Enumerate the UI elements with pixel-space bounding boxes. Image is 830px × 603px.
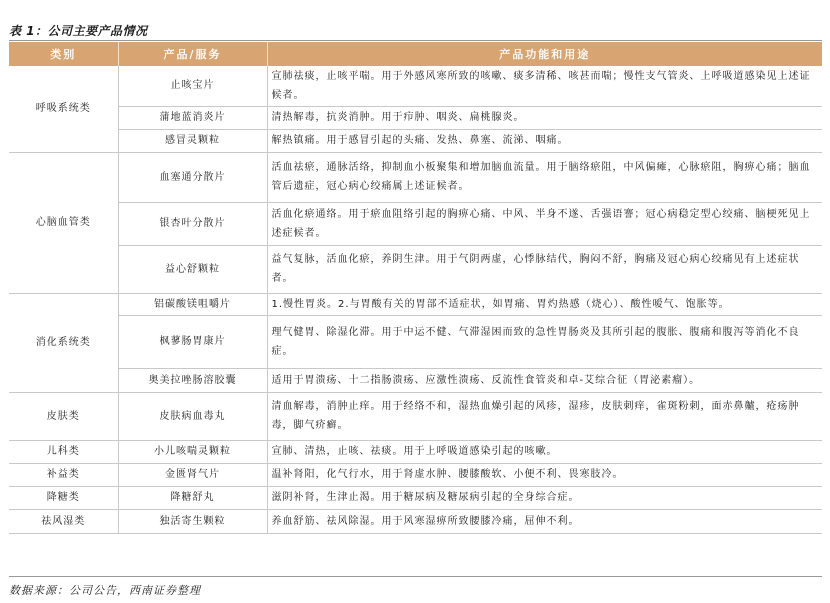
use-cell: 宣肺祛痰，止咳平喘。用于外感风寒所致的咳嗽、痰多清稀、咳甚而喘；慢性支气管炎、上呼吸道感染见上述证候者。	[267, 66, 822, 106]
product-cell: 止咳宝片	[118, 66, 267, 106]
table-row	[9, 463, 822, 486]
use-cell: 益气复脉，活血化瘀，养阴生津。用于气阴两虚，心悸脉结代，胸闷不舒，胸痛及冠心病心绞痛见有上述症状者。	[267, 245, 822, 293]
title-rule	[9, 40, 822, 41]
header-use: 产品功能和用途	[267, 42, 822, 66]
table-row	[9, 106, 822, 129]
product-cell: 银杏叶分散片	[118, 202, 267, 245]
product-cell: 皮肤病血毒丸	[118, 392, 267, 440]
category-cell: 心脑血管类	[9, 152, 118, 293]
use-cell: 活血化瘀通络。用于瘀血阻络引起的胸痹心痛、中风、半身不遂、舌强语謇；冠心病稳定型心绞痛、脑梗死见上述症候者。	[267, 202, 822, 245]
product-table	[9, 42, 822, 534]
product-cell: 感冒灵颗粒	[118, 129, 267, 152]
bottom-rule	[9, 576, 822, 577]
table-row	[9, 66, 822, 106]
category-cell: 降糖类	[9, 486, 118, 509]
table-row	[9, 486, 822, 509]
product-cell: 血塞通分散片	[118, 152, 267, 202]
category-cell: 呼吸系统类	[9, 66, 118, 152]
product-cell: 枫蓼肠胃康片	[118, 315, 267, 368]
use-cell: 滋阴补肾，生津止渴。用于糖尿病及糖尿病引起的全身综合症。	[267, 486, 822, 509]
use-cell: 清血解毒，消肿止痒。用于经络不和，湿热血燥引起的风疹，湿疹，皮肤刺痒，雀斑粉刺，面赤鼻齇，疮疡肿毒，脚气疥癣。	[267, 392, 822, 440]
table-row	[9, 392, 822, 440]
table-row	[9, 368, 822, 392]
category-cell: 皮肤类	[9, 392, 118, 440]
table-row	[9, 440, 822, 463]
table-row	[9, 129, 822, 152]
use-cell: 养血舒筋、祛风除湿。用于风寒湿痹所致腰膝冷痛，屈伸不利。	[267, 509, 822, 533]
product-cell: 金匮肾气片	[118, 463, 267, 486]
category-cell: 儿科类	[9, 440, 118, 463]
table-row	[9, 202, 822, 245]
table-row	[9, 293, 822, 315]
table-title: 表 1：公司主要产品情况	[9, 24, 148, 38]
category-cell: 补益类	[9, 463, 118, 486]
header-product: 产品/服务	[118, 42, 267, 66]
header-category: 类别	[9, 42, 118, 66]
use-cell: 解热镇痛。用于感冒引起的头痛、发热、鼻塞、流涕、咽痛。	[267, 129, 822, 152]
source-note: 数据来源：公司公告，西南证券整理	[9, 584, 201, 597]
product-cell: 降糖舒丸	[118, 486, 267, 509]
table-row	[9, 315, 822, 368]
product-cell: 小儿咳喘灵颗粒	[118, 440, 267, 463]
use-cell: 宣肺、清热，止咳、祛痰。用于上呼吸道感染引起的咳嗽。	[267, 440, 822, 463]
category-cell: 消化系统类	[9, 293, 118, 392]
table-row	[9, 509, 822, 533]
use-cell: 温补肾阳，化气行水，用于肾虚水肿、腰膝酸软、小便不利、畏寒肢冷。	[267, 463, 822, 486]
product-cell: 奥美拉唑肠溶胶囊	[118, 368, 267, 392]
use-cell: 清热解毒，抗炎消肿。用于疖肿、咽炎、扁桃腺炎。	[267, 106, 822, 129]
table-row	[9, 152, 822, 202]
table-row	[9, 245, 822, 293]
use-cell: 1.慢性胃炎。2.与胃酸有关的胃部不适症状，如胃痛、胃灼热感（烧心）、酸性嗳气、饱胀等。	[267, 293, 822, 315]
product-cell: 益心舒颗粒	[118, 245, 267, 293]
table-header-row	[9, 42, 822, 66]
use-cell: 适用于胃溃疡、十二指肠溃疡、应激性溃疡、反流性食管炎和卓-艾综合征（胃泌素瘤）。	[267, 368, 822, 392]
use-cell: 理气健胃、除湿化滞。用于中运不健、气滞湿困而致的急性胃肠炎及其所引起的腹胀、腹痛和腹泻等消化不良症。	[267, 315, 822, 368]
use-cell: 活血祛瘀，通脉活络，抑制血小板聚集和增加脑血流量。用于脑络瘀阻，中风偏瘫，心脉瘀阻，胸痹心痛；脑血管后遗症，冠心病心绞痛属上述证候者。	[267, 152, 822, 202]
category-cell: 祛风湿类	[9, 509, 118, 533]
product-cell: 蒲地蓝消炎片	[118, 106, 267, 129]
product-cell: 独活寄生颗粒	[118, 509, 267, 533]
product-cell: 铝碳酸镁咀嚼片	[118, 293, 267, 315]
